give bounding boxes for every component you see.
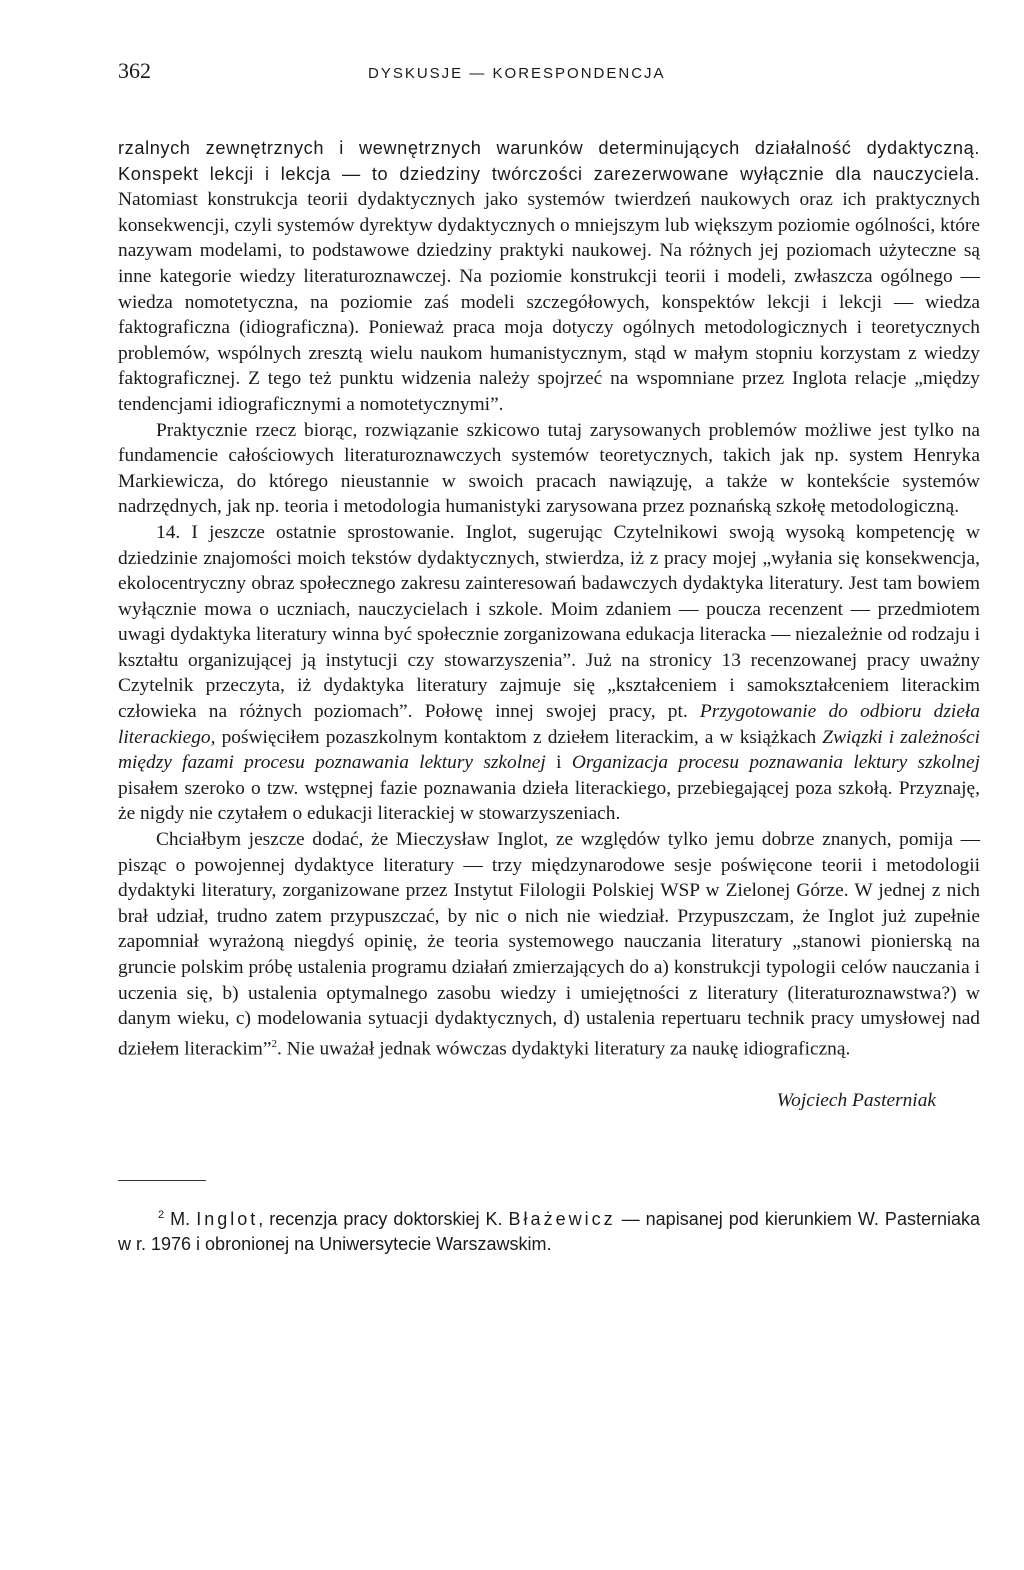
footnote-part-c: — napisanej pod kierunkiem W. Pasterniaka w r. 1976 i obronionej na Uniwersytecie Warszawskim.: [118, 1208, 980, 1254]
paragraph-1-serif-part: Natomiast konstrukcja teorii dydaktycznych jako systemów twierdzeń naukowych oraz ich praktycznych konsekwencji, czyli systemów dyrektyw dydaktycznych o mniejszym lub większym poziomie ogólności, które nazywam modelami, to podstawowe dziedziny praktyki naukowej. Na różnych jej poziomach użyteczne są inne kategorie wiedzy literaturoznawczej. Na poziomie konstrukcji teorii i modeli, zwłaszcza ogólnego — wiedza nomotetyczna, na poziomie zaś modeli szczegółowych, konspektów lekcji i lekcji — wiedza faktograficzna (idiograficzna). Ponieważ praca moja dotyczy ogólnych metodologicznych i teoretycznych problemów, wspólnych zresztą wielu naukom humanistycznym, stąd w małym stopniu korzystam z wiedzy faktograficznej. Z tego też punktu widzenia należy spojrzeć na wspomniane przez Inglota relacje „między tendencjami idiograficznymi a nomotetycznymi”.: [118, 189, 980, 415]
footnote-divider: [118, 1180, 206, 1181]
page-number: 362: [118, 58, 151, 83]
paragraph-3-part-a: 14. I jeszcze ostatnie sprostowanie. Inglot, sugerując Czytelnikowi swoją wysoką kompetencję w dziedzinie znajomości moich tekstów dydaktycznych, stwierdza, iż z pracy mojej „wyłania się konsekwencja, ekolocentryczny obraz społecznego zakresu zainteresowań badawczych dydaktyka literatury. Jest tam bowiem wyłącznie mowa o uczniach, nauczycielach i szkole. Moim zdaniem — poucza recenzent — przedmiotem uwagi dydaktyka literatury winna być społecznie zorganizowana edukacja literacka — niezależnie od rodzaju i kształtu organizującej ją instytucji czy stowarzyszenia”. Już na stronicy 13 recenzowanej pracy uważny Czytelnik przeczyta, iż dydaktyka literatury zajmuje się „kształceniem i samokształceniem literackim człowieka na różnych poziomach”. Połowę innej swojej pracy, pt.: [118, 521, 980, 723]
paragraph-3-part-c: i: [545, 752, 572, 774]
footnote-part-b: , recenzja pracy doktorskiej K.: [258, 1208, 509, 1229]
footnote-reference: 2: [271, 1037, 277, 1050]
paragraph-4-part-a: Chciałbym jeszcze dodać, że Mieczysław Inglot, ze względów tylko jemu dobrze znanych, pomija — pisząc o powojennej dydaktyce literatury — trzy międzynarodowe sesje poświęcone teorii i metodologii dydaktyki literatury, zorganizowane przez Instytut Filologii Polskiej WSP w Zielonej Górze. W jednej z nich brał udział, trudno zatem przypuszczać, by nic o nich nie wiedział. Przypuszczam, że Inglot już zupełnie zapomniał wyrażoną niegdyś opinię, że teoria systemowego nauczania literatury „stanowi pionierską na gruncie polskim próbę ustalenia programu działań zmierzających do a) konstrukcji typologii celów nauczania i uczenia się, b) ustalenia optymalnego zasobu wiedzy i umiejętności z literatury (literaturoznawstwa?) w danym wieku, c) modelowania sytuacji dydaktycznych, d) ustalenia repertuaru technik pracy umysłowej nad dziełem literackim”: [118, 829, 980, 1060]
paragraph-1-sans-part: rzalnych zewnętrznych i wewnętrznych warunków determinujących działalność dydaktyczną. Konspekt lekcji i lekcja — to dziedziny twórczości zarezerwowane wyłącznie dla nauczyciela.: [118, 138, 980, 184]
paragraph-3-part-b: poświęciłem pozaszkolnym kontaktom z dziełem literackim, a w książkach: [215, 726, 823, 748]
running-head: DYSKUSJE — KORESPONDENCJA: [368, 65, 666, 82]
paragraph-3: [118, 520, 980, 827]
paragraph-2: Praktycznie rzecz biorąc, rozwiązanie szkicowo tutaj zarysowanych problemów możliwe jest tylko na fundamencie całościowych literaturoznawczych systemów teoretycznych, takich jak np. system Henryka Markiewicza, do którego nieustannie w swoich pracach nawiązuję, a także w kontekście systemów nadrzędnych, jak np. teoria i metodologia humanistyki zarysowana przez poznańską szkołę metodologiczną.: [118, 419, 980, 518]
paragraph-4: [118, 827, 980, 1062]
footnote-name-inglot: Inglot: [196, 1208, 259, 1229]
footnote-name-blazewicz: Błażewicz: [508, 1208, 616, 1229]
footnote-part-a: M.: [164, 1208, 197, 1229]
body-text: [118, 136, 980, 1062]
paragraph-4-part-b: . Nie uważał jednak wówczas dydaktyki literatury za naukę idiograficzną.: [276, 1038, 851, 1060]
book-title-zwiazki: Związki i zależności między fazami procesu poznawania lektury szkolnej: [118, 726, 980, 774]
author-signature: Wojciech Pasterniak: [776, 1089, 936, 1111]
book-title-organizacja: Organizacja procesu poznawania lektury szkolnej: [571, 752, 980, 774]
book-title-przygotowanie: Przygotowanie do odbioru dzieła literackiego,: [118, 701, 981, 748]
footnote: [118, 1203, 980, 1257]
paragraph-3-part-d: pisałem szeroko o tzw. wstępnej fazie poznawania dzieła literackiego, przebiegającej poza szkołą. Przyznaję, że nigdy nie czytałem o edukacji literackiej w stowarzyszeniach.: [118, 777, 980, 825]
paragraph-1: [118, 136, 980, 418]
footnote-marker: 2: [158, 1208, 165, 1221]
page-header: [118, 58, 980, 98]
